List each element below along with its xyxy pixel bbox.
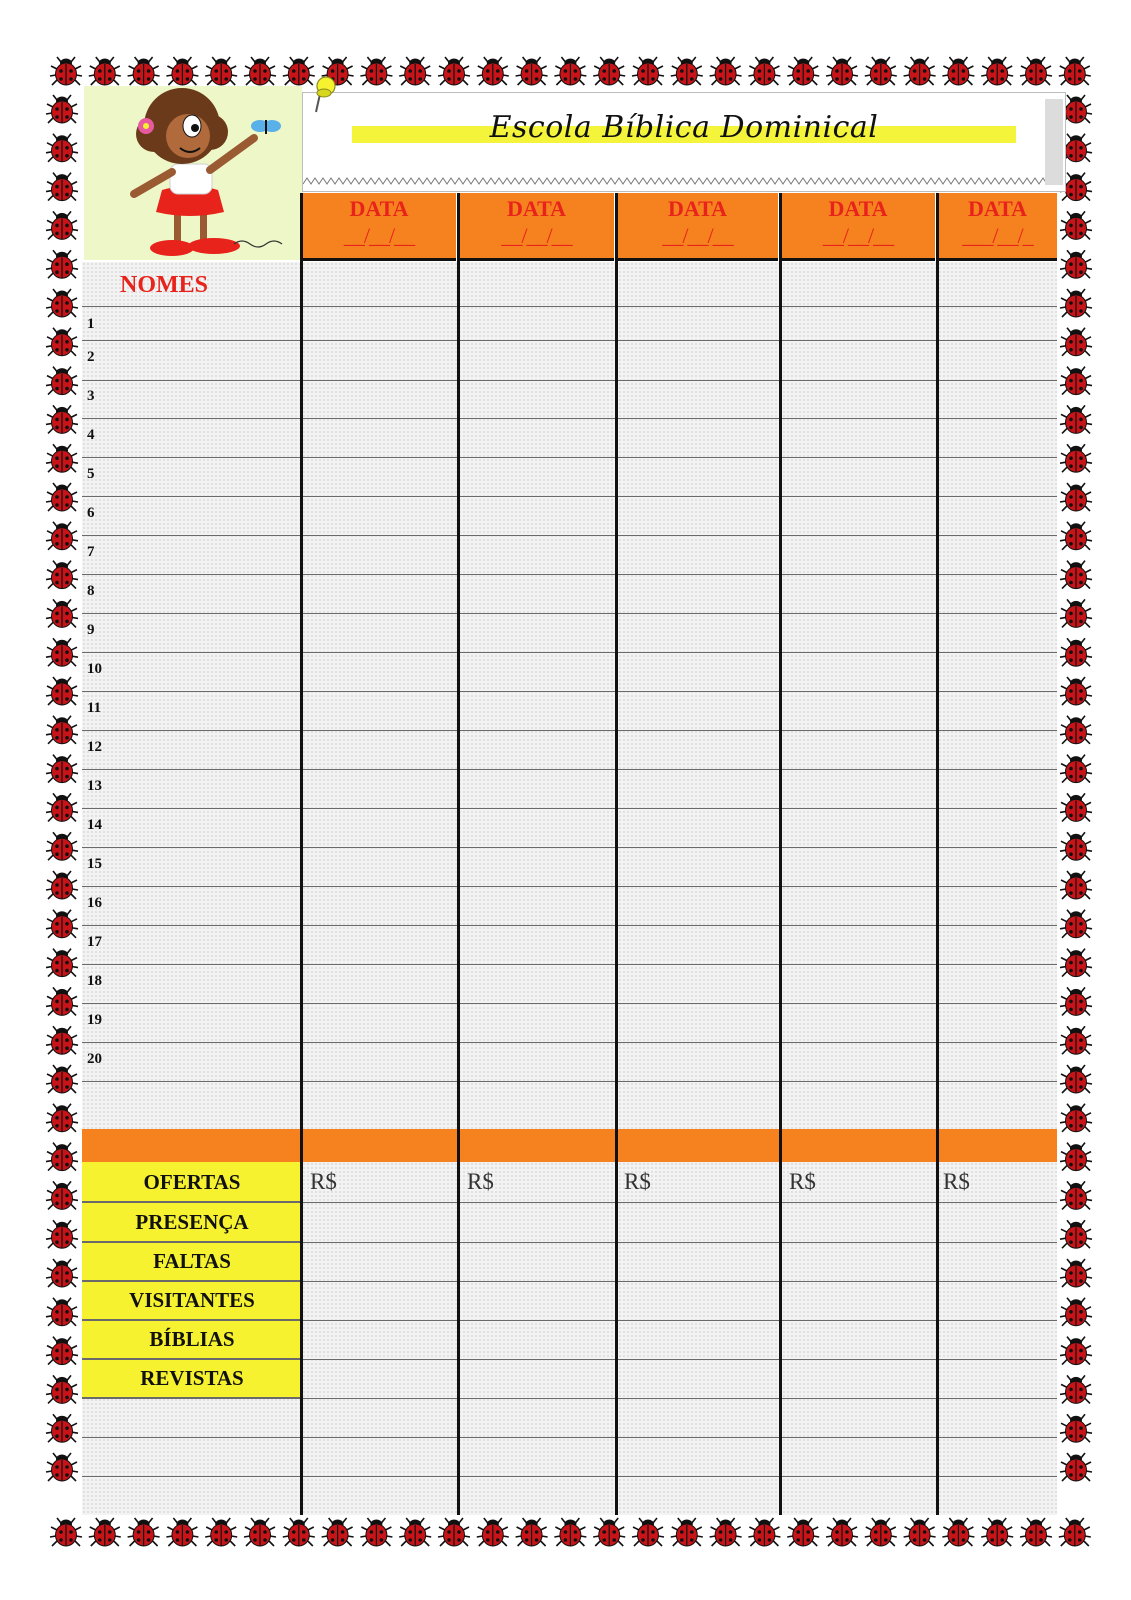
ladybug-icon [46,483,78,511]
ladybug-icon [46,716,78,744]
column-divider [457,193,460,1515]
ladybug-icon [1060,1143,1092,1171]
summary-label-ofertas: OFERTAS [82,1162,302,1202]
row-divider [82,808,1057,809]
ladybug-icon [1020,1518,1052,1546]
row-divider [82,652,1057,653]
row-divider [82,847,1057,848]
ladybug-icon [942,57,974,85]
row-number: 10 [87,661,102,677]
ladybug-icon [46,1026,78,1054]
ladybug-icon [46,1181,78,1209]
ladybug-icon [1060,328,1092,356]
ladybug-icon [46,1337,78,1365]
ladybug-icon [46,755,78,783]
row-number: 13 [87,778,102,794]
cartoon-portrait-panel [84,86,302,260]
ladybug-icon [46,134,78,162]
ladybug-icon [1060,910,1092,938]
offering-currency: R$ [624,1169,651,1194]
pushpin-icon [312,74,342,114]
ladybug-icon [1060,1181,1092,1209]
summary-label-faltas: FALTAS [82,1242,302,1281]
date-header-4 [781,193,935,261]
ladybug-icon [826,57,858,85]
row-number: 14 [87,817,102,833]
ladybug-icon [593,57,625,85]
ladybug-icon [46,910,78,938]
ladybug-icon [1060,832,1092,860]
ladybug-icon [1060,405,1092,433]
ladybug-icon [46,987,78,1015]
summary-label-visitantes: VISITANTES [82,1281,302,1320]
summary-separator [82,1129,1057,1162]
row-divider [82,613,1057,614]
ladybug-icon [46,1104,78,1132]
ladybug-icon [46,871,78,899]
row-number: 6 [87,505,95,521]
ladybug-icon [46,677,78,705]
ladybug-icon [50,57,82,85]
ladybug-icon [1060,1220,1092,1248]
date-blank[interactable]: ___/__/_ [962,223,1033,248]
page-title: Escola Bíblica Dominical [489,110,879,145]
row-divider [82,380,1057,381]
ladybug-icon [865,1518,897,1546]
ladybug-icon [1060,677,1092,705]
ladybug-icon [1060,1453,1092,1481]
row-divider [82,457,1057,458]
ladybug-icon [477,1518,509,1546]
ladybug-icon [710,1518,742,1546]
ladybug-icon [46,1065,78,1093]
row-number: 2 [87,349,95,365]
ladybug-icon [166,1518,198,1546]
butterfly-icon [251,120,281,134]
ladybug-icon [1060,522,1092,550]
ladybug-icon [46,1453,78,1481]
offering-currency: R$ [789,1169,816,1194]
ladybug-icon [554,57,586,85]
ladybug-icon [1060,638,1092,666]
ladybug-icon [322,1518,354,1546]
ladybug-icon [438,57,470,85]
ladybug-icon [1060,1026,1092,1054]
ladybug-icon [46,1259,78,1287]
ladybug-icon [1060,1259,1092,1287]
ladybug-icon [942,1518,974,1546]
row-divider [82,886,1057,887]
date-header-5 [938,193,1057,261]
ladybug-icon [283,57,315,85]
row-number: 16 [87,895,102,911]
ladybug-icon [632,1518,664,1546]
ladybug-icon [1060,561,1092,589]
ladybug-icon [46,1414,78,1442]
ladybug-icon [710,57,742,85]
ladybug-icon [46,599,78,627]
ladybug-icon [46,949,78,977]
date-label: DATA [506,196,567,221]
ladybug-icon [46,211,78,239]
ladybug-icon [865,57,897,85]
date-blank[interactable]: __/__/__ [662,223,733,248]
row-number: 19 [87,1012,102,1028]
column-divider [936,193,939,1515]
ladybug-icon [205,57,237,85]
offering-currency: R$ [310,1169,337,1194]
ladybug-icon [787,57,819,85]
row-number: 1 [87,316,95,332]
ladybug-icon [1060,987,1092,1015]
row-divider [82,1359,1057,1360]
row-number: 9 [87,622,95,638]
ladybug-icon [1060,1298,1092,1326]
row-number: 15 [87,856,102,872]
ladybug-icon [128,57,160,85]
row-number: 7 [87,544,95,560]
row-number: 12 [87,739,102,755]
row-divider [82,1042,1057,1043]
ladybug-icon [46,832,78,860]
row-divider [82,1003,1057,1004]
column-divider [615,193,618,1515]
summary-label-biblias: BÍBLIAS [82,1320,302,1359]
date-label: DATA [967,196,1028,221]
ladybug-icon [46,522,78,550]
ladybug-icon [1059,1518,1091,1546]
ladybug-icon [244,1518,276,1546]
ladybug-icon [981,1518,1013,1546]
row-divider [82,1242,1057,1243]
summary-label-revistas: REVISTAS [82,1359,302,1398]
ladybug-icon [1059,57,1091,85]
row-number: 11 [87,700,102,716]
row-divider [82,1476,1057,1477]
ladybug-icon [46,250,78,278]
date-blank[interactable]: __/__/__ [501,223,572,248]
ladybug-icon [748,1518,780,1546]
ladybug-icon [1060,871,1092,899]
ladybug-icon [205,1518,237,1546]
row-number: 3 [87,388,95,404]
date-label: DATA [828,196,888,221]
date-blank[interactable]: __/__/__ [822,223,894,248]
ladybug-icon [46,95,78,123]
ladybug-icon [244,57,276,85]
ladybug-icon [1060,716,1092,744]
row-divider [82,1437,1057,1438]
row-divider [82,769,1057,770]
ladybug-icon [904,57,936,85]
ladybug-icon [438,1518,470,1546]
ladybug-icon [46,561,78,589]
ladybug-icon [46,289,78,317]
ladybug-icon [46,793,78,821]
column-divider [779,193,782,1515]
ladybug-icon [89,57,121,85]
row-divider [82,730,1057,731]
ladybug-icon [554,1518,586,1546]
ladybug-icon [46,173,78,201]
ladybug-icon [46,638,78,666]
date-header-3 [617,193,778,261]
row-divider [82,306,1057,307]
ladybug-icon [1020,57,1052,85]
row-number: 17 [87,934,102,950]
ladybug-icon [1060,289,1092,317]
row-divider [82,925,1057,926]
ladybug-icon [1060,250,1092,278]
row-divider [82,691,1057,692]
ladybug-icon [89,1518,121,1546]
ladybug-icon [904,1518,936,1546]
ladybug-icon [1060,211,1092,239]
ladybug-icon [360,1518,392,1546]
ladybug-icon [671,57,703,85]
ladybug-icon [46,328,78,356]
date-header-2 [459,193,614,261]
date-label: DATA [667,196,728,221]
ladybug-icon [1060,1337,1092,1365]
column-divider [300,193,303,1515]
ladybug-icon [671,1518,703,1546]
ladybug-icon [826,1518,858,1546]
ladybug-icon [50,1518,82,1546]
ladybug-icon [399,57,431,85]
ladybug-icon [283,1518,315,1546]
ladybug-icon [399,1518,431,1546]
ladybug-icon [1060,367,1092,395]
ladybug-icon [1060,483,1092,511]
ladybug-icon [477,57,509,85]
ladybug-icon [46,1143,78,1171]
ladybug-icon [593,1518,625,1546]
row-number: 18 [87,973,102,989]
ladybug-icon [1060,1065,1092,1093]
ladybug-icon [46,1375,78,1403]
ladybug-icon [128,1518,160,1546]
row-divider [82,496,1057,497]
summary-label-presenca: PRESENÇA [82,1202,302,1242]
row-divider [82,418,1057,419]
row-divider [82,535,1057,536]
row-divider [82,1281,1057,1282]
ladybug-icon [1060,1414,1092,1442]
ladybug-icon [1060,755,1092,783]
ladybug-icon [46,405,78,433]
ladybug-icon [787,1518,819,1546]
ladybug-icon [1060,1375,1092,1403]
ladybug-icon [516,57,548,85]
offering-currency: R$ [467,1169,494,1194]
ladybug-icon [1060,1104,1092,1132]
ladybug-icon [1060,444,1092,472]
offering-currency: R$ [943,1169,970,1194]
row-divider [82,964,1057,965]
row-divider [82,1320,1057,1321]
ladybug-icon [748,57,780,85]
ladybug-icon [516,1518,548,1546]
date-header-1 [302,193,456,261]
row-divider [82,574,1057,575]
ladybug-icon [360,57,392,85]
row-divider [82,1081,1057,1082]
names-column-header: NOMES [120,272,209,298]
ladybug-icon [46,1298,78,1326]
ladybug-icon [1060,793,1092,821]
ladybug-icon [981,57,1013,85]
ladybug-icon [46,1220,78,1248]
ladybug-icon [632,57,664,85]
ladybug-icon [1060,949,1092,977]
row-number: 8 [87,583,95,599]
date-blank[interactable]: __/__/__ [343,223,415,248]
row-number: 4 [87,427,95,443]
row-divider [82,340,1057,341]
ladybug-icon [166,57,198,85]
date-label: DATA [349,196,409,221]
row-number: 5 [87,466,95,482]
row-number: 20 [87,1051,102,1067]
ladybug-icon [46,444,78,472]
ladybug-icon [1060,599,1092,627]
cartoon-girl-illustration [84,86,302,260]
ladybug-icon [46,367,78,395]
row-divider [82,1202,1057,1203]
row-divider [82,1398,1057,1399]
